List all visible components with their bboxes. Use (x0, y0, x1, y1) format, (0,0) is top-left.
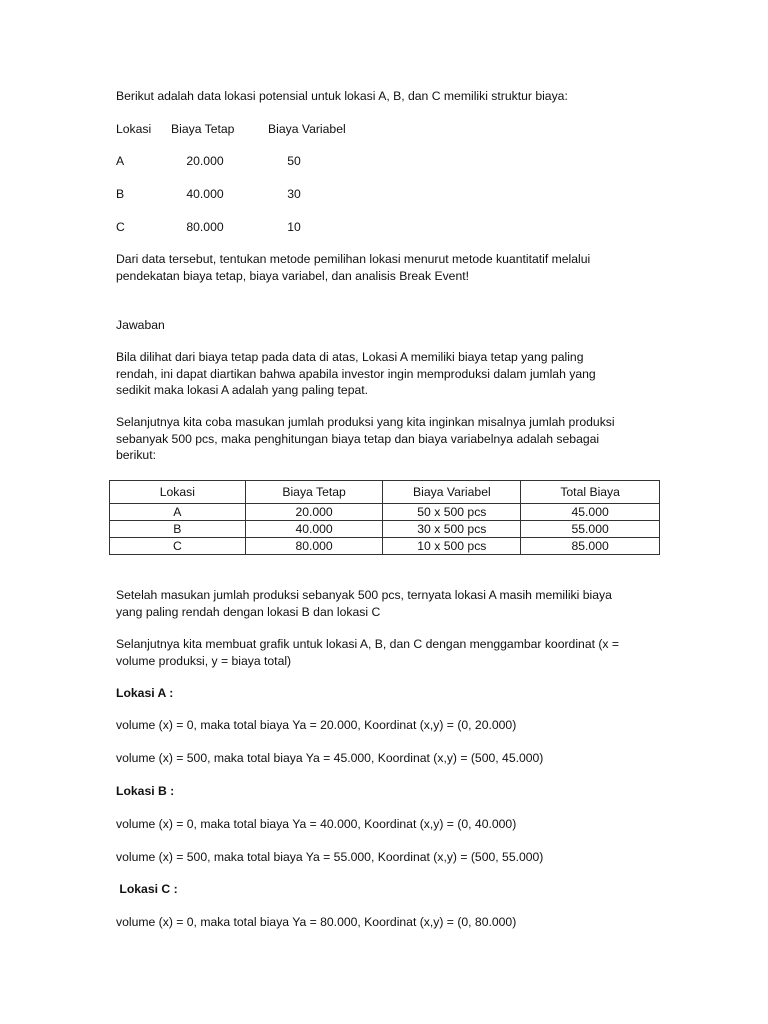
cost-list-lokasi: C (116, 220, 125, 234)
graph-intro-paragraph (116, 636, 656, 669)
table-cell-biaya-variabel: 50 x 500 pcs (383, 504, 521, 521)
table-cell-total-biaya: 55.000 (521, 521, 660, 538)
paragraph-line: Bila dilihat dari biaya tetap pada data di atas, Lokasi A memiliki biaya tetap yang paling (116, 350, 584, 364)
paragraph-line: rendah, ini dapat diartikan bahwa apabila investor ingin memproduksi dalam jumlah yang (116, 366, 596, 381)
cost-list-header-biaya-variabel: Biaya Variabel (268, 122, 346, 136)
answer-paragraph-1 (116, 349, 656, 399)
lokasi-b-heading: Lokasi B : (116, 784, 175, 798)
after-table-paragraph (116, 587, 656, 620)
table-row (110, 538, 660, 555)
table-cell-biaya-tetap: 20.000 (245, 504, 383, 521)
table-cell-total-biaya: 85.000 (521, 538, 660, 555)
answer-heading: Jawaban (116, 318, 165, 332)
answer-paragraph-2 (116, 414, 656, 464)
table-cell-biaya-variabel: 30 x 500 pcs (383, 521, 521, 538)
cost-list-header-lokasi: Lokasi (116, 122, 152, 136)
cost-list-biaya-variabel: 10 (287, 220, 301, 234)
paragraph-line: Dari data tersebut, tentukan metode pemilihan lokasi menurut metode kuantitatif melalui (116, 252, 591, 266)
lokasi-a-heading: Lokasi A : (116, 686, 174, 700)
table-cell-lokasi: A (110, 504, 246, 521)
lokasi-c-heading: Lokasi C : (116, 882, 178, 896)
paragraph-line: sebanyak 500 pcs, maka penghitungan biaya tetap dan biaya variabelnya adalah sebagai (116, 431, 600, 446)
lokasi-c-line-1: volume (x) = 0, maka total biaya Ya = 80.000, Koordinat (x,y) = (0, 80.000) (116, 915, 517, 929)
paragraph-line: Setelah masukan jumlah produksi sebanyak 500 pcs, ternyata lokasi A masih memiliki biaya (116, 588, 612, 602)
intro-text: Berikut adalah data lokasi potensial untuk lokasi A, B, dan C memiliki struktur biaya: (116, 89, 568, 103)
table-cell-lokasi: B (110, 521, 246, 538)
table-header-row (110, 481, 660, 504)
cost-list-biaya-tetap: 20.000 (186, 154, 224, 168)
cost-list-biaya-tetap: 40.000 (186, 187, 224, 201)
cost-list-header-biaya-tetap: Biaya Tetap (171, 122, 235, 136)
cost-list-biaya-variabel: 30 (287, 187, 301, 201)
lokasi-a-line-1: volume (x) = 0, maka total biaya Ya = 20.000, Koordinat (x,y) = (0, 20.000) (116, 718, 517, 732)
table-cell-biaya-variabel: 10 x 500 pcs (383, 538, 521, 555)
lokasi-b-line-2: volume (x) = 500, maka total biaya Ya = 55.000, Koordinat (x,y) = (500, 55.000) (116, 850, 544, 864)
table-cell-total-biaya: 45.000 (521, 504, 660, 521)
paragraph-line: Selanjutnya kita coba masukan jumlah produksi yang kita inginkan misalnya jumlah produksi (116, 415, 615, 429)
table-header-lokasi: Lokasi (110, 481, 246, 504)
cost-list-biaya-variabel: 50 (287, 154, 301, 168)
paragraph-line: yang paling rendah dengan lokasi B dan lokasi C (116, 604, 381, 619)
paragraph-line: pendekatan biaya tetap, biaya variabel, dan analisis Break Event! (116, 268, 469, 283)
table-cell-lokasi: C (110, 538, 246, 555)
table-row (110, 521, 660, 538)
paragraph-line: Selanjutnya kita membuat grafik untuk lokasi A, B, dan C dengan menggambar koordinat (x = (116, 637, 620, 651)
lokasi-a-line-2: volume (x) = 500, maka total biaya Ya = 45.000, Koordinat (x,y) = (500, 45.000) (116, 751, 544, 765)
cost-list-lokasi: A (116, 154, 125, 168)
table-header-biaya-variabel: Biaya Variabel (383, 481, 521, 504)
table-cell-biaya-tetap: 40.000 (245, 521, 383, 538)
question-paragraph (116, 251, 656, 284)
table-row (110, 504, 660, 521)
table-header-biaya-tetap: Biaya Tetap (245, 481, 383, 504)
cost-table (109, 480, 660, 555)
cost-list-lokasi: B (116, 187, 125, 201)
table-header-total-biaya: Total Biaya (521, 481, 660, 504)
paragraph-line: sedikit maka lokasi A adalah yang paling tepat. (116, 383, 369, 397)
table-cell-biaya-tetap: 80.000 (245, 538, 383, 555)
lokasi-b-line-1: volume (x) = 0, maka total biaya Ya = 40.000, Koordinat (x,y) = (0, 40.000) (116, 817, 517, 831)
paragraph-line: berikut: (116, 448, 156, 462)
paragraph-line: volume produksi, y = biaya total) (116, 653, 292, 668)
cost-list-biaya-tetap: 80.000 (186, 220, 224, 234)
